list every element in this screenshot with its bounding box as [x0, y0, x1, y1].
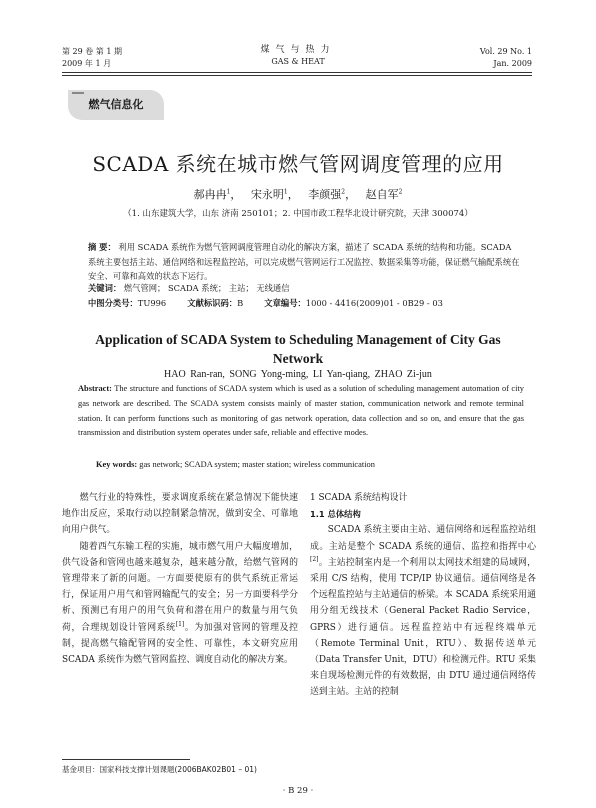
header-rule-bottom — [62, 75, 532, 76]
doc-code-value: B — [237, 298, 244, 308]
keywords-en — [96, 459, 526, 471]
authors-cn: 郝冉冉$^1$， 宋永明$^1$， 李颜强$^2$， 赵自军$^2$ — [193, 188, 403, 201]
citation-mark: [1] — [175, 620, 185, 628]
header-rule-top — [62, 72, 532, 73]
body-text: SCADA 系统主要由主站、通信网络和远程监控站组成。主站是整个 SCADA 系统的通信、监控和指挥中心 — [310, 525, 536, 552]
article-id-label: 文章编号： — [264, 298, 306, 308]
author-name: 李颜强 — [308, 188, 342, 201]
body-paragraph: 燃气行业的特殊性，要求调度系统在紧急情况下能快速地作出反应，采取行动以控制紧急情况，做到安全、可靠地向用户供气。 — [62, 493, 298, 536]
volume-issue-en: Vol. 29 No. 1 — [479, 47, 532, 56]
doc-code-label: 文献标识码： — [187, 298, 238, 308]
subsection-heading: 1.1 总体结构 — [310, 509, 361, 520]
page-number: · B 29 · — [282, 786, 314, 796]
clc-value: TU996 — [137, 298, 167, 308]
author-affiliation-mark: 2 — [398, 188, 403, 196]
author-name: 赵自军 — [365, 188, 399, 201]
badge-decoration — [72, 92, 84, 94]
abstract-cn — [88, 240, 522, 284]
body-column-left — [62, 490, 298, 668]
author-affiliation-mark: 2 — [341, 188, 346, 196]
keywords-text-cn: 燃气管网； SCADA 系统； 主站； 无线通信 — [123, 283, 290, 293]
section-heading: 1 SCADA 系统结构设计 — [310, 493, 408, 503]
footnote-rule — [62, 759, 190, 760]
author-affiliation-mark: 1 — [283, 188, 288, 196]
abstract-en — [78, 382, 524, 441]
keywords-cn — [88, 282, 522, 294]
abstract-label-cn: 摘 要： — [88, 242, 116, 252]
article-id-value: 1000 - 4416(2009)01 - 0B29 - 03 — [305, 298, 443, 308]
article-title-en: Application of SCADA System to Scheduling Management of City Gas Network — [95, 332, 501, 366]
body-text: 。为加强对管网的管理及控制，提高燃气输配管网的安全性、可靠性，本文研究应用 SCADA 系统作为燃气管网监控、调度自动化的解决方案。 — [62, 622, 298, 666]
author-name: 宋永明 — [250, 188, 284, 201]
body-text: 随着西气东输工程的实施，城市燃气用户大幅度增加，供气设备和管网也越来越复杂，越来越分散，给燃气管网的管理带来了新的问题。一方面要使原有的供气系统正常运行，保证用户用气和管网输配气的安全；另一方面要科学分析、预测已有用户的用气负荷和潜在用户的数量与用气负荷，合理规划设计管网系统 — [62, 541, 298, 633]
body-paragraph — [62, 539, 298, 669]
affiliation-cn: （1. 山东建筑大学，山东 济南 250101；2. 中国市政工程华北设计研究院，天津 300074） — [123, 209, 473, 219]
keywords-label-cn: 关键词： — [88, 283, 122, 293]
author-affiliation-mark: 1 — [226, 188, 231, 196]
section-badge: 燃气信息化 — [68, 90, 164, 120]
body-paragraph — [310, 522, 536, 700]
citation-mark: [2] — [310, 555, 319, 563]
author-name: 郝冉冉 — [193, 188, 227, 201]
keywords-text-en: gas network; SCADA system; master station; wireless communication — [139, 460, 375, 469]
journal-name-en: GAS & HEAT — [271, 57, 325, 66]
journal-issue-info-en — [480, 46, 532, 70]
issue-date: 2009 年 1 月 — [62, 59, 112, 68]
article-title-cn: SCADA 系统在城市燃气管网调度管理的应用 — [92, 152, 504, 176]
issue-date-en: Jan. 2009 — [493, 59, 532, 68]
body-column-right — [310, 490, 536, 701]
funding-footnote: 基金项目：国家科技支撑计划课题(2006BAK02B01 – 01) — [62, 765, 257, 774]
abstract-text-cn: 利用 SCADA 系统作为燃气管网调度管理自动化的解决方案，描述了 SCADA 系统的结构和功能。SCADA 系统主要包括主站、通信网络和远程监控站，可以完成燃气管网运行工况监控、数据采集等功能，保证燃气输配系统在安全、可靠和高效的状态下运行。 — [88, 242, 520, 281]
classification-cn — [88, 297, 522, 309]
body-text: 。主站控制室内是一个利用以太网技术组建的局域网，采用 C/S 结构，使用 TCP/IP 协议通信。通信网络是各个远程监控站与主站通信的桥梁。本 SCADA 系统采用通用分组无线技术（General Packet Radio Service，GPRS）进行通信。远程监控站中有远程终端单元（Remote Terminal Unit，RTU）、数据传送单元（Data Transfer Unit，DTU）和检测元件。RTU 采集来自现场检测元件的有效数据，由 DTU 通过通信网络传送到主站。主站的控制 — [310, 557, 536, 698]
authors-en: HAO Ran-ran, SONG Yong-ming, LI Yan-qiang, ZHAO Zi-jun — [164, 369, 432, 380]
abstract-text-en: The structure and functions of SCADA system which is used as a solution of scheduling management automation of city gas network are described. The SCADA system consists mainly of master station, communication network and remote terminal station. It can perform functions such as monitoring of gas network operation, data collection and so on, and ensure that the gas transmission and distribution system operates under safe, reliable and effective modes. — [78, 384, 524, 438]
journal-name-cn: 煤气与热力 — [260, 45, 336, 55]
abstract-label-en: Abstract: — [78, 384, 112, 393]
volume-issue: 第 29 卷 第 1 期 — [62, 47, 122, 56]
clc-label: 中图分类号： — [88, 298, 138, 308]
keywords-label-en: Key words: — [96, 460, 138, 469]
